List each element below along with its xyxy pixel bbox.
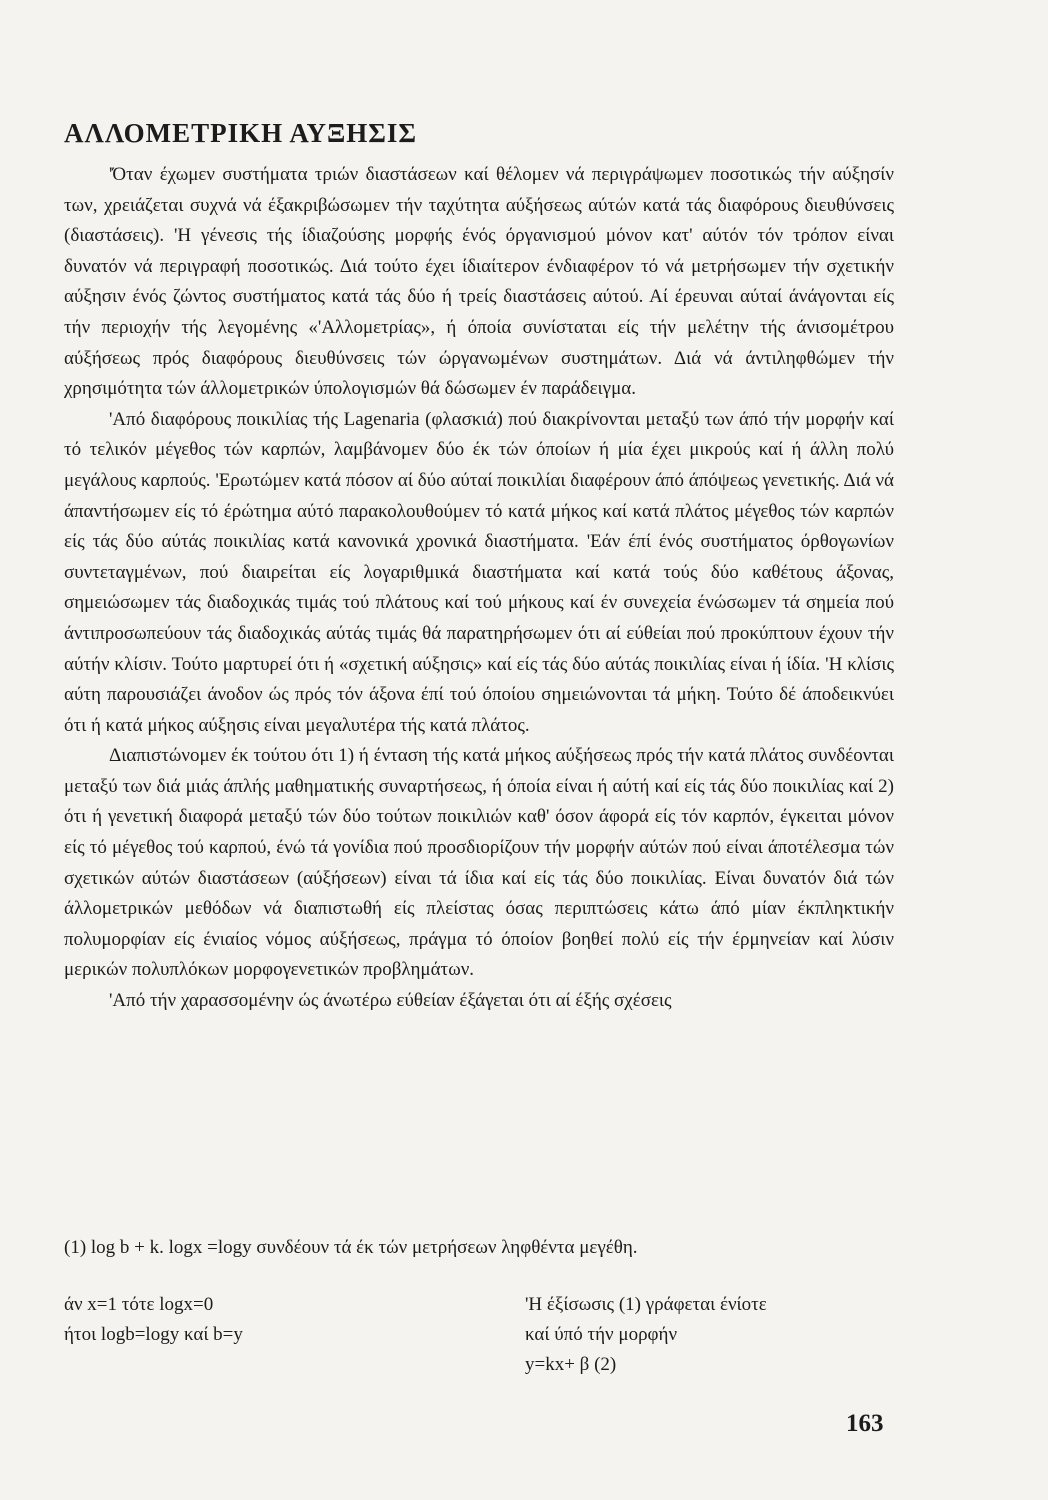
equation-line: y=kx+ β (2) <box>525 1354 617 1375</box>
equation-line: ήτοι logb=logy καί b=y <box>64 1324 243 1345</box>
left-equations <box>64 1290 484 1350</box>
formula-line: (1) log b + k. logx =logy συνδέουν τά έκ τών μετρήσεων ληφθέντα μεγέθη. <box>64 1237 638 1258</box>
page-number: 163 <box>846 1410 884 1437</box>
equation-line: άν x=1 τότε logx=0 <box>64 1294 214 1315</box>
paragraph-2: 'Από διαφόρους ποικιλίας τής Lagenaria (φλασκιά) πού διακρίνονται μεταξύ των άπό τήν μορφήν καί τό τελικόν μέγεθος τών καρπών, λαμβάνομεν δύο έκ τών όποίων ή μία έχει μικρούς καί ή άλλη πολύ μεγάλους καρπούς. 'Ερωτώμεν κατά πόσον αί δύο αύταί ποικιλίαι διαφέρουν άπό άπόψεως γενετικής. Διά νά άπαντήσωμεν είς τό έρώτημα αύτό παρακολουθούμεν τό κατά μήκος καί κατά πλάτος μέγεθος τών καρπών είς τάς δύο αύτάς ποικιλίας κατά κανονικά χρονικά διαστήματα. 'Εάν έπί ένός συστήματος όρθογωνίων συντεταγμένων, πού διαιρείται είς λογαριθμικά διαστήματα καί κατά τούς δύο καθέτους άξονας, σημειώσωμεν τάς διαδοχικάς τιμάς τού πλάτους καί τού μήκους καί έν συνεχεία ένώσωμεν τά σημεία πού άντιπροσωπεύουν τάς διαδοχικάς αύτάς τιμάς θά παρατηρήσωμεν ότι αί εύθείαι πού προκύπτουν έχουν τήν αύτήν κλίσιν. Τούτο μαρτυρεί ότι ή «σχετική αύξησις» καί είς τάς δύο αύτάς ποικιλίας είναι ή ίδία. 'Η κλίσις αύτη παρουσιάζει άνοδον ώς πρός τόν άξονα έπί τού όποίου σημειώνονται τά μήκη. Τούτο δέ άποδεικνύει ότι ή κατά μήκος αύξησις είναι μεγαλυτέρα τής κατά πλάτος. <box>64 408 894 736</box>
paragraph-3: Διαπιστώνομεν έκ τούτου ότι 1) ή ένταση τής κατά μήκος αύξήσεως πρός τήν κατά πλάτος συνδέονται μεταξύ των διά μιάς άπλής μαθηματικής συναρτήσεως, ή όποία είναι ή αύτή καί είς τάς δύο ποικιλίας καί 2) ότι ή γενετική διαφορά μεταξύ τών δύο τούτων ποικιλιών καθ' όσον άφορά είς τόν καρπόν, έγκειται μόνον είς τό μέγεθος τού καρπού, ένώ τά γονίδια πού προσδιορίζουν τήν μορφήν αύτών πού είναι άποτέλεσμα τών σχετικών αύτών διαστάσεων (αύξήσεων) είναι τά ίδια καί είς τάς δύο ποικιλίας. Είναι δυνατόν διά τών άλλομετρικών μεθόδων νά διαπιστωθή είς πλείστας όσας περιπτώσεις κάτω άπό μίαν έκπληκτικήν πολυμορφίαν είς ένιαίος νόμος αύξήσεως, πράγμα τό όποίον βοηθεί πολύ είς τήν έρμηνείαν καί λύσιν μερικών πολυπλόκων μορφογενετικών προβλημάτων. <box>64 745 894 981</box>
paragraph-4: 'Από τήν χαρασσομένην ώς άνωτέρω εύθείαν έξάγεται ότι αί έξής σχέσεις <box>109 990 672 1012</box>
right-equations <box>525 1290 905 1380</box>
equation-line: 'Η έξίσωσις (1) γράφεται ένίοτε <box>525 1294 767 1315</box>
body-text <box>64 160 894 1017</box>
paragraph-1: 'Όταν έχωμεν συστήματα τριών διαστάσεων καί θέλομεν νά περιγράψωμεν ποσοτικώς τήν αύξησίν των, χρειάζεται συχνά νά έξακριβώσωμεν τήν ταχύτητα αύξήσεως αύτών κατά τάς διαφόρους διευθύνσεις (διαστάσεις). 'Η γένεσις τής ίδιαζούσης μορφής ένός όργανισμού μόνον κατ' αύτόν τόν τρόπον είναι δυνατόν νά περιγραφή ποσοτικώς. Διά τούτο έχει ίδιαίτερον ένδιαφέρον τό νά μετρήσωμεν τήν σχετικήν αύξησιν ένός ζώντος συστήματος κατά τάς δύο ή τρείς διαστάσεις αύτού. Αί έρευναι αύταί άνάγονται είς τήν περιοχήν τής λεγομένης «'Αλλομετρίας», ή όποία συνίσταται είς τήν μελέτην τής άνισομέτρου αύξήσεως πρός διαφόρους διευθύνσεις τών ώργανωμένων συστημάτων. Διά νά άντιληφθώμεν τήν χρησιμότητα τών άλλομετρικών ύπολογισμών θά δώσωμεν έν παράδειγμα. <box>64 164 894 400</box>
page-title: ΑΛΛΟΜΕΤΡΙΚΗ ΑΥΞΗΣΙΣ <box>64 118 418 148</box>
equation-line: καί ύπό τήν μορφήν <box>525 1324 678 1345</box>
